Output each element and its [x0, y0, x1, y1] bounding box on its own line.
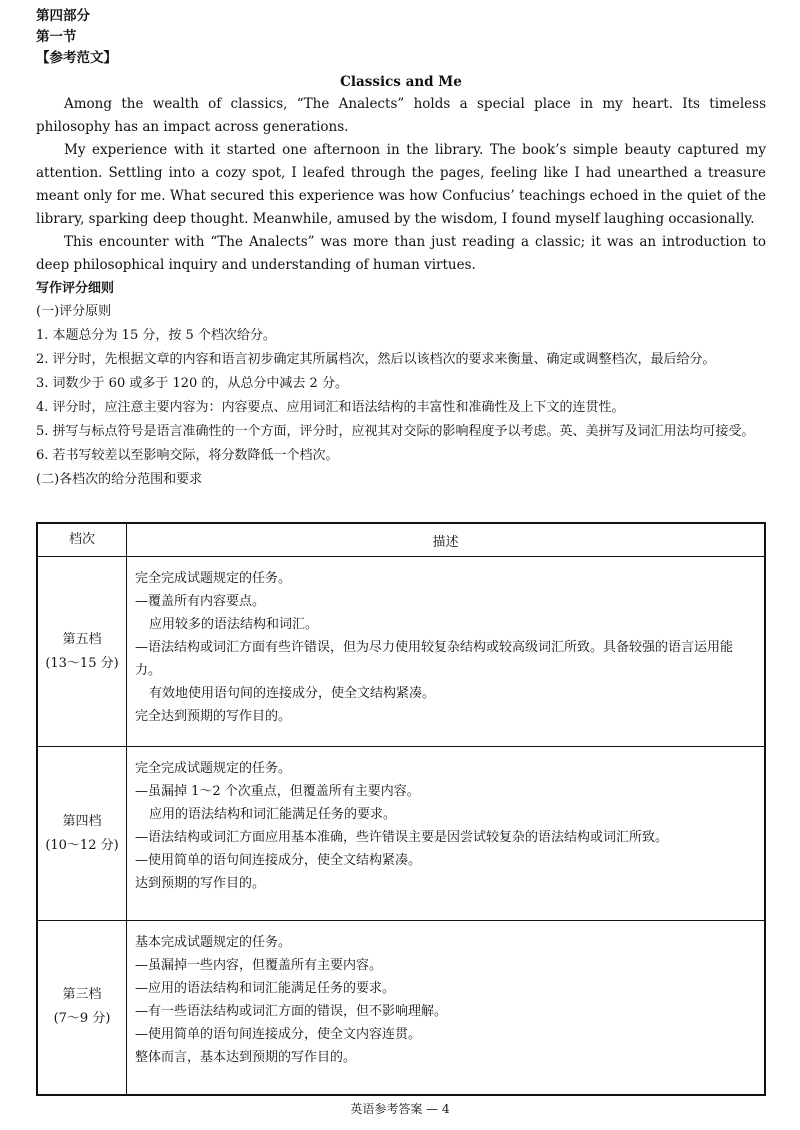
- description-line: 整体而言，基本达到预期的写作目的。: [135, 1050, 357, 1065]
- grade-level-cell: [37, 747, 127, 921]
- rule-item-1: 1. 本题总分为 15 分，按 5 个档次给分。: [36, 328, 276, 343]
- description-line: —覆盖所有内容要点。: [135, 594, 266, 609]
- column-header-level: 档次: [37, 523, 127, 557]
- description-line: —有一些语法结构或词汇方面的错误，但不影响理解。: [135, 1004, 448, 1019]
- grade-ranges-heading: (二)各档次的给分范围和要求: [36, 472, 203, 487]
- grade-level-cell: [37, 921, 127, 1095]
- part-heading: 第四部分: [36, 8, 90, 24]
- essay-title: Classics and Me: [340, 74, 462, 90]
- description-line: 完全完成试题规定的任务。: [135, 571, 292, 586]
- grade-level-cell: [37, 557, 127, 747]
- rule-item-6: 6. 若书写较差以至影响交际，将分数降低一个档次。: [36, 448, 339, 463]
- table-row: [37, 557, 765, 747]
- grade-score-range: (7～9 分): [53, 1011, 111, 1027]
- grade-score-range: (10～12 分): [45, 837, 119, 853]
- scoring-principles-heading: (一)评分原则: [36, 304, 112, 319]
- table-row: [37, 921, 765, 1095]
- grade-description-cell: [127, 557, 766, 747]
- section-heading: 第一节: [36, 29, 77, 45]
- rule-item-4: 4. 评分时，应注意主要内容为：内容要点、应用词汇和语法结构的丰富性和准确性及上下文的连贯性。: [36, 400, 625, 415]
- grade-level-name: 第五档: [62, 631, 102, 647]
- scoring-rules-heading: 写作评分细则: [36, 281, 115, 296]
- grade-level-name: 第四档: [62, 813, 102, 829]
- grade-description-cell: [127, 921, 766, 1095]
- description-line: —使用简单的语句间连接成分，使全文结构紧凑。: [135, 853, 422, 868]
- essay-paragraph-3: This encounter with “The Analects” was more than just reading a classic; it was an introduction to deep philosophical inquiry and understanding of human virtues.: [36, 234, 766, 273]
- description-line: 应用较多的语法结构和词汇。: [149, 617, 319, 632]
- page-footer: 英语参考答案 — 4: [350, 1102, 450, 1116]
- essay-paragraph-1: Among the wealth of classics, “The Analects” holds a special place in my heart. Its timeless philosophy has an impact across generations.: [36, 96, 766, 135]
- grade-level-name: 第三档: [62, 987, 102, 1003]
- grade-score-range: (13～15 分): [45, 655, 119, 671]
- description-line: —语法结构或词汇方面应用基本准确，些许错误主要是因尝试较复杂的语法结构或词汇所致。: [135, 830, 669, 845]
- grading-table: [36, 522, 766, 1096]
- description-line: —语法结构或词汇方面有些许错误，但为尽力使用较复杂结构或较高级词汇所致。具备较强的语言运用能力。: [135, 640, 734, 678]
- rule-item-5: 5. 拼写与标点符号是语言准确性的一个方面，评分时，应视其对交际的影响程度予以考虑。英、美拼写及词汇用法均可接受。: [36, 424, 755, 439]
- rule-item-3: 3. 词数少于 60 或多于 120 的，从总分中减去 2 分。: [36, 376, 348, 391]
- description-line: 完全达到预期的写作目的。: [135, 709, 292, 724]
- column-header-description: 描述: [127, 523, 766, 557]
- sample-essay-label: 【参考范文】: [36, 50, 117, 66]
- description-line: 完全完成试题规定的任务。: [135, 761, 292, 776]
- table-row: [37, 747, 765, 921]
- description-line: 应用的语法结构和词汇能满足任务的要求。: [149, 807, 397, 822]
- description-line: 有效地使用语句间的连接成分，使全文结构紧凑。: [149, 686, 436, 701]
- grade-description-cell: [127, 747, 766, 921]
- description-line: —虽漏掉 1～2 个次重点，但覆盖所有主要内容。: [135, 784, 420, 799]
- description-line: 基本完成试题规定的任务。: [135, 935, 292, 950]
- description-line: —使用简单的语句间连接成分，使全文内容连贯。: [135, 1027, 422, 1042]
- table-header-row: [37, 523, 765, 557]
- document-page: [36, 6, 766, 492]
- essay-paragraph-2: My experience with it started one afternoon in the library. The book’s simple beauty captured my attention. Settling into a cozy spot, I leafed through the pages, feeling like I had unearthed a treasure meant only for me. What secured this experience was how Confucius’ teachings echoed in the quiet of the library, sparking deep thought. Meanwhile, amused by the wisdom, I found myself laughing occasionally.: [36, 142, 766, 227]
- description-line: —虽漏掉一些内容，但覆盖所有主要内容。: [135, 958, 383, 973]
- rule-item-2: 2. 评分时，先根据文章的内容和语言初步确定其所属档次，然后以该档次的要求来衡量、确定或调整档次，最后给分。: [36, 352, 716, 367]
- description-line: 达到预期的写作目的。: [135, 876, 266, 891]
- description-line: —应用的语法结构和词汇能满足任务的要求。: [135, 981, 396, 996]
